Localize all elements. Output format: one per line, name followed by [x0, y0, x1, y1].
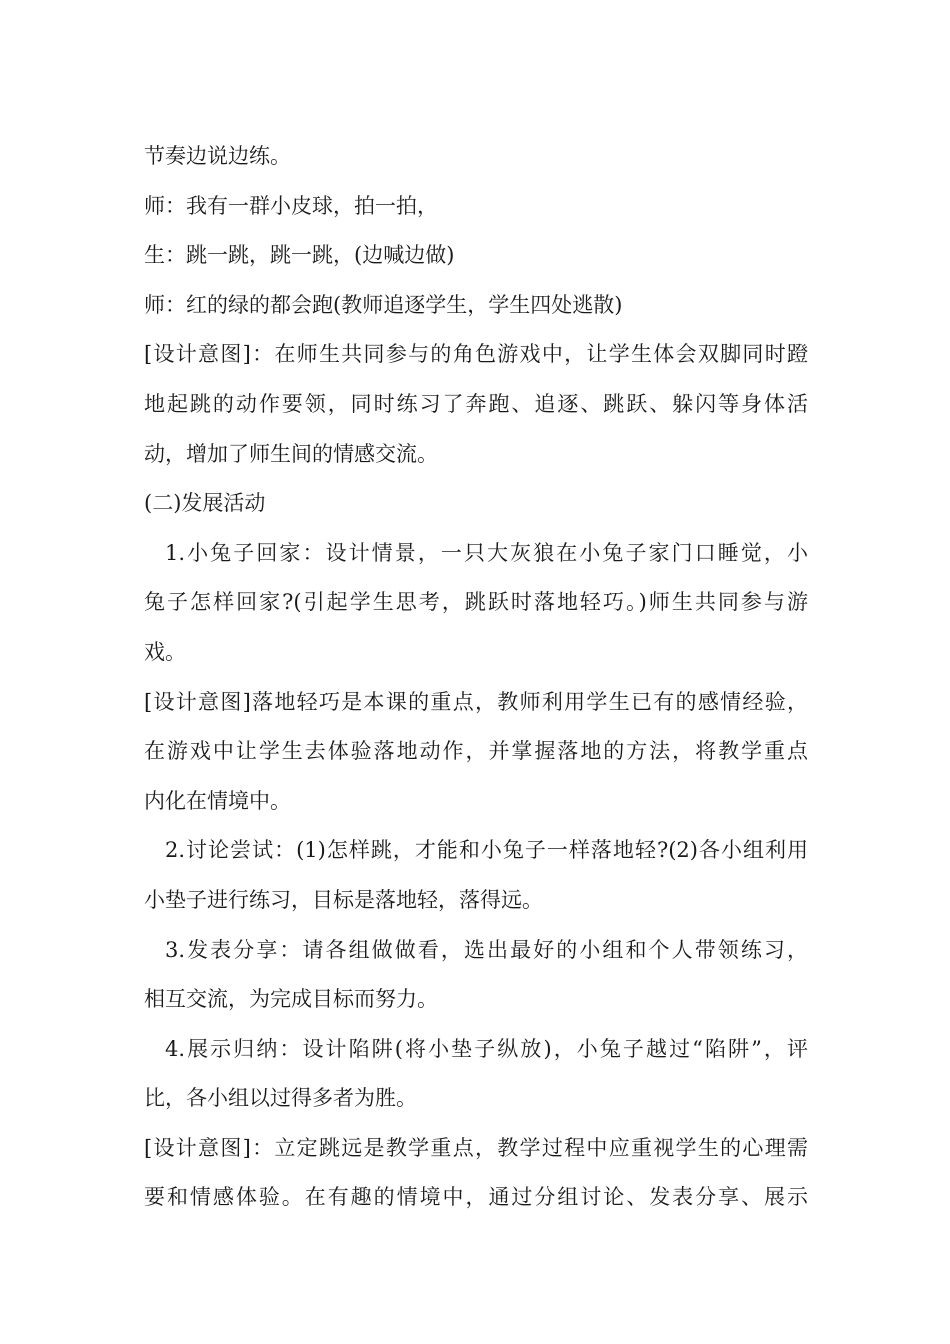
text-line: 在游戏中让学生去体验落地动作，并掌握落地的方法，将教学重点 — [144, 739, 808, 764]
text-line: 生：跳一跳，跳一跳，(边喊边做) — [144, 243, 455, 268]
text-line: 要和情感体验。在有趣的情境中，通过分组讨论、发表分享、展示 — [144, 1185, 808, 1210]
text-line: 比，各小组以过得多者为胜。 — [144, 1086, 417, 1111]
text-line: 内化在情境中。 — [144, 788, 291, 813]
text-line: [设计意图]：在师生共同参与的角色游戏中，让学生体会双脚同时蹬 — [144, 342, 808, 367]
text-line: 3.发表分享：请各组做做看，选出最好的小组和个人带领练习， — [165, 937, 808, 962]
text-line: 1.小兔子回家：设计情景，一只大灰狼在小兔子家门口睡觉，小 — [165, 540, 808, 565]
text-line: 相互交流，为完成目标而努力。 — [144, 987, 438, 1012]
text-line: 2.讨论尝试：(1)怎样跳，才能和小兔子一样落地轻?(2)各小组利用 — [165, 838, 808, 863]
text-line: 戏。 — [144, 639, 186, 664]
text-line: 小垫子进行练习，目标是落地轻，落得远。 — [144, 887, 543, 912]
text-line: 节奏边说边练。 — [144, 144, 291, 168]
text-line: 师：我有一群小皮球，拍一拍， — [144, 193, 438, 218]
text-line: 兔子怎样回家?(引起学生思考，跳跃时落地轻巧。)师生共同参与游 — [144, 590, 808, 615]
text-line: 地起跳的动作要领，同时练习了奔跑、追逐、跳跃、躲闪等身体活 — [144, 391, 808, 416]
document-page — [144, 132, 808, 1223]
text-line: 4.展示归纳：设计陷阱(将小垫子纵放)，小兔子越过“陷阱”，评 — [165, 1036, 808, 1061]
text-line: [设计意图]落地轻巧是本课的重点，教师利用学生已有的感情经验， — [144, 689, 808, 714]
text-line: 动，增加了师生间的情感交流。 — [144, 441, 438, 466]
section-heading: (二)发展活动 — [144, 491, 266, 516]
text-line: 师：红的绿的都会跑(教师追逐学生，学生四处逃散) — [144, 292, 623, 317]
text-line: [设计意图]：立定跳远是教学重点，教学过程中应重视学生的心理需 — [144, 1135, 808, 1160]
